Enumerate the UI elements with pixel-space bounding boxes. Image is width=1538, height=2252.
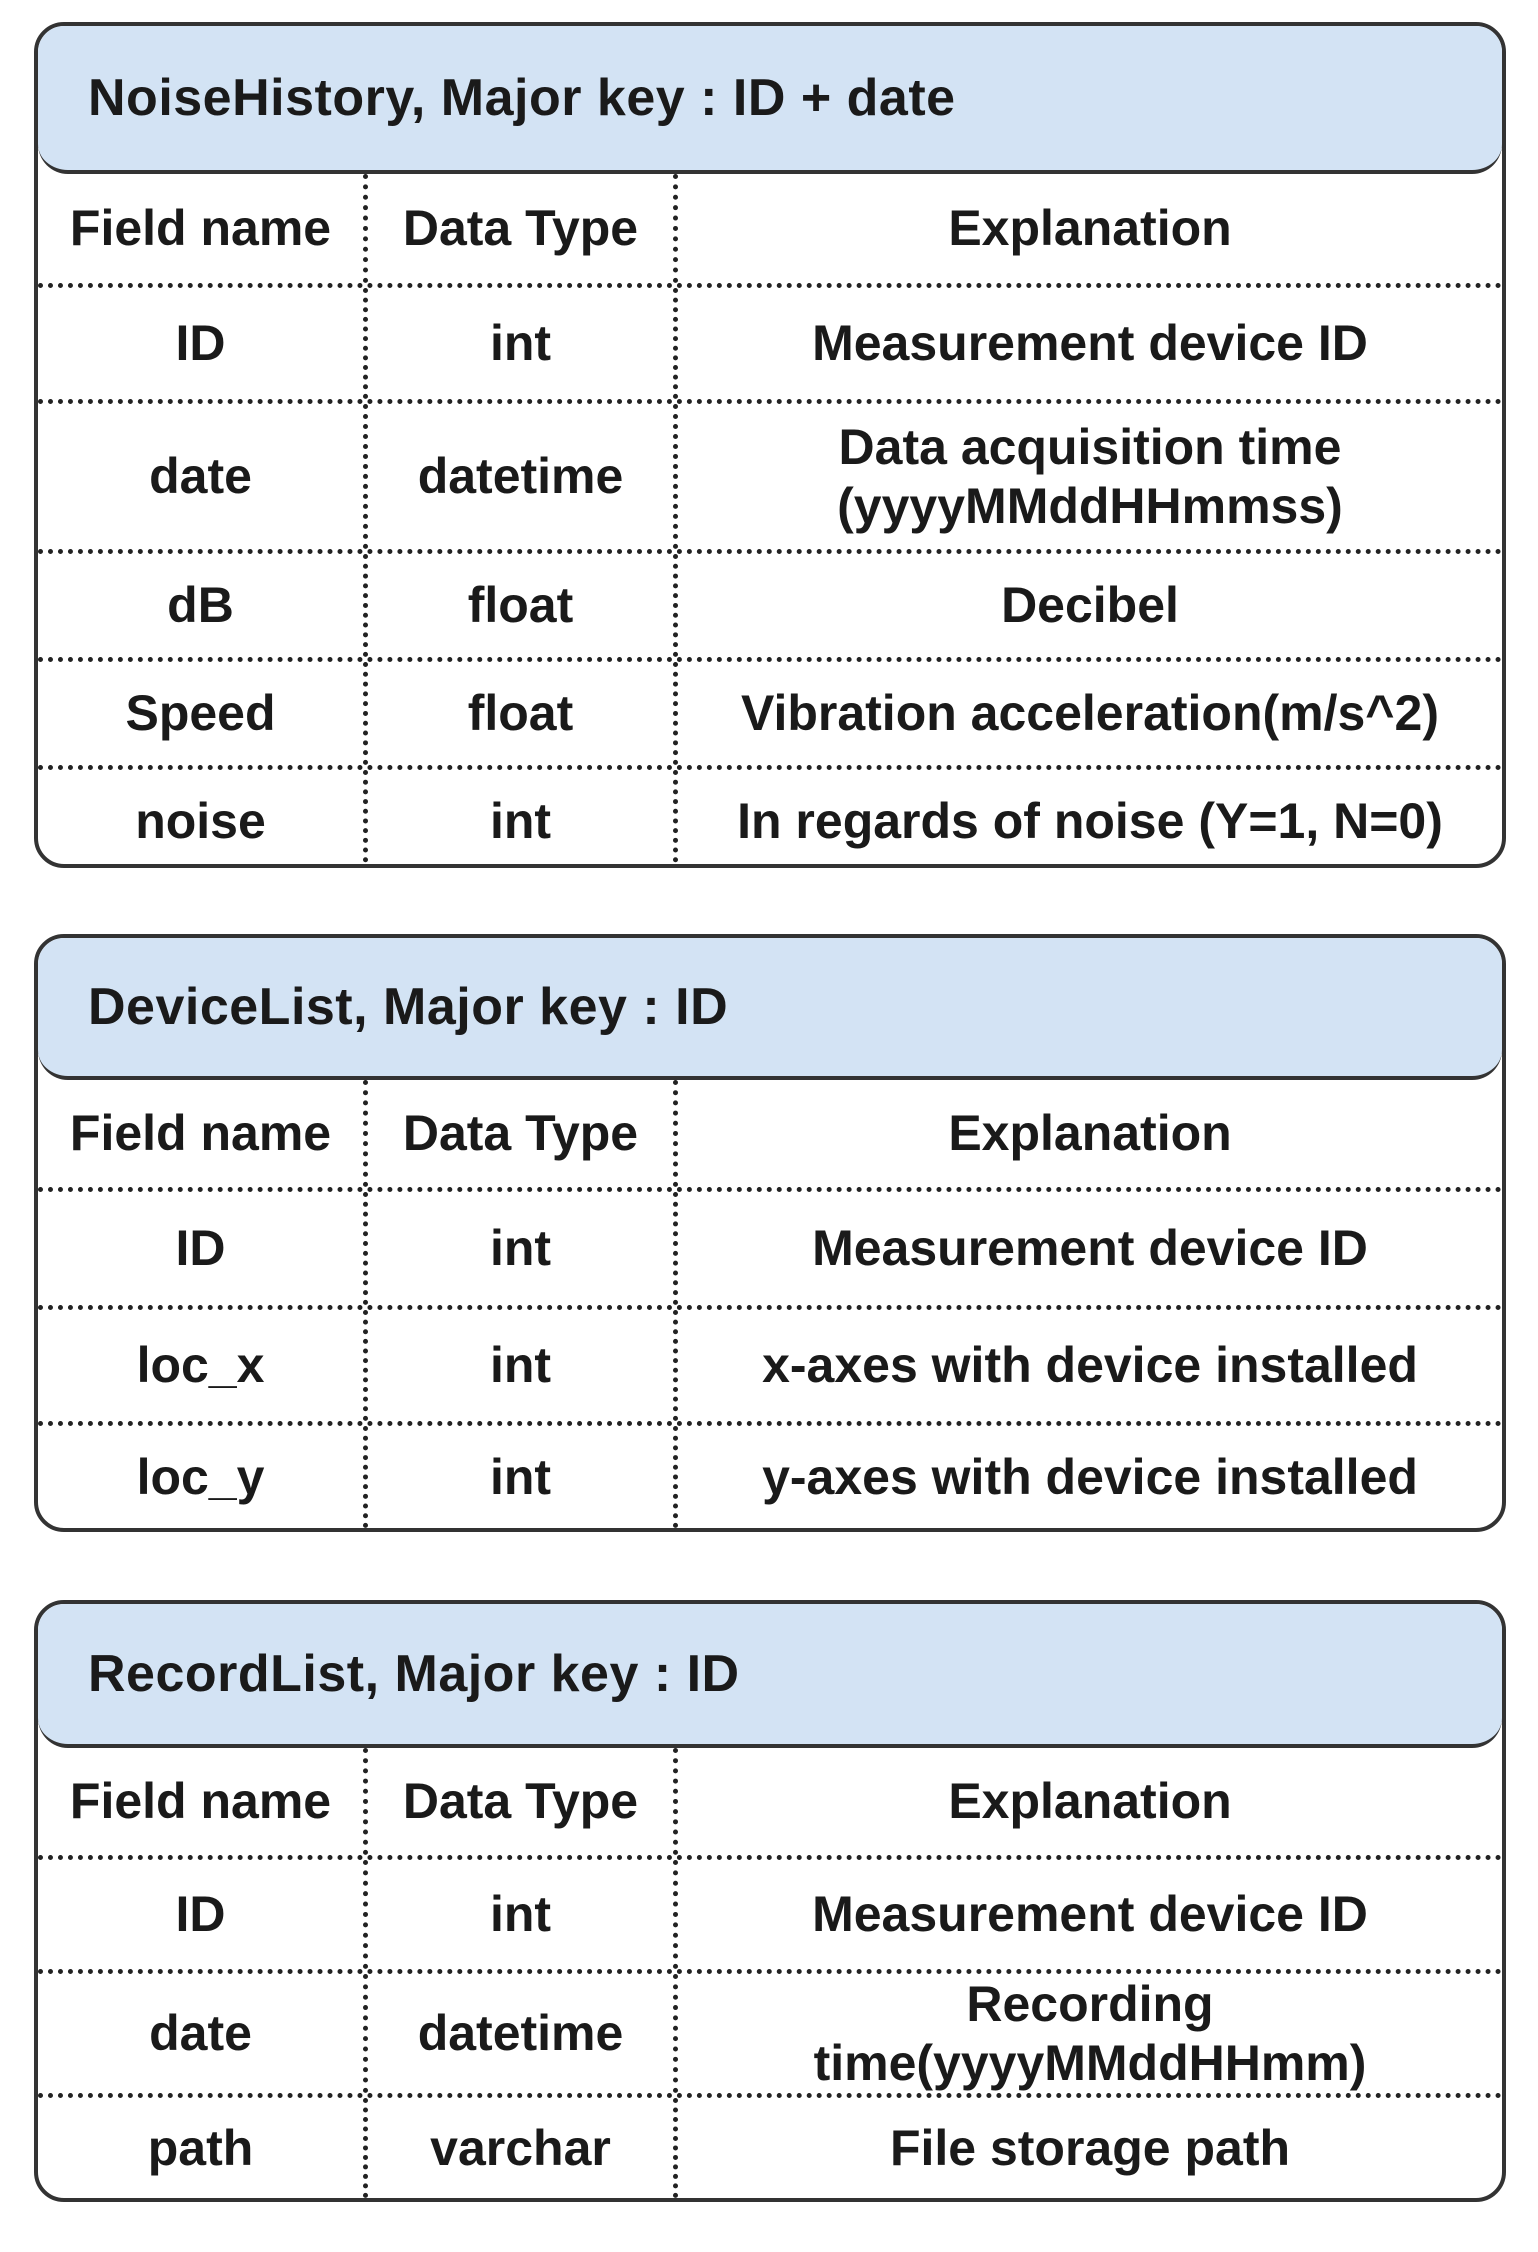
- header-explanation: Explanation: [948, 1773, 1232, 1829]
- data-type-cell: int: [368, 770, 678, 868]
- recordlist-table: [34, 1600, 1506, 2202]
- header-explanation: Explanation: [948, 1105, 1232, 1161]
- table-row: [38, 554, 1502, 662]
- data-type-cell: int: [368, 1426, 678, 1528]
- field-name-cell: ID: [38, 1860, 368, 1969]
- data-type-cell: int: [368, 1310, 678, 1421]
- header-row: [38, 1748, 1502, 1860]
- data-type-cell: int: [368, 288, 678, 399]
- field-name-cell: ID: [38, 1192, 368, 1305]
- explanation-cell: y-axes with device installed: [762, 1448, 1418, 1505]
- explanation-cell: Vibration acceleration(m/s^2): [741, 685, 1439, 741]
- data-type-cell: varchar: [368, 2098, 678, 2198]
- table-row: [38, 1310, 1502, 1426]
- field-name-cell: Speed: [38, 662, 368, 765]
- table-row: [38, 662, 1502, 770]
- field-name-cell: loc_y: [38, 1426, 368, 1528]
- table-row: [38, 1974, 1502, 2098]
- header-field-name: Field name: [38, 174, 368, 283]
- table-title: DeviceList, Major key : ID: [38, 938, 1502, 1080]
- data-type-cell: int: [368, 1860, 678, 1969]
- field-name-cell: date: [38, 1974, 368, 2093]
- header-field-name: Field name: [38, 1748, 368, 1855]
- field-name-cell: noise: [38, 770, 368, 868]
- header-data-type: Data Type: [368, 174, 678, 283]
- explanation-cell: x-axes with device installed: [762, 1337, 1418, 1393]
- explanation-cell: Data acquisition time (yyyyMMddHHmmss): [837, 418, 1343, 534]
- explanation-cell: Decibel: [1001, 577, 1179, 633]
- table-row: [38, 770, 1502, 868]
- noisehistory-table: [34, 22, 1506, 868]
- field-name-cell: path: [38, 2098, 368, 2198]
- explanation-cell: File storage path: [889, 2119, 1291, 2176]
- field-name-cell: loc_x: [38, 1310, 368, 1421]
- table-row: [38, 1426, 1502, 1528]
- header-data-type: Data Type: [368, 1748, 678, 1855]
- data-type-cell: float: [368, 554, 678, 657]
- data-type-cell: datetime: [368, 404, 678, 549]
- header-row: [38, 174, 1502, 288]
- data-type-cell: datetime: [368, 1974, 678, 2093]
- header-explanation: Explanation: [948, 200, 1232, 256]
- explanation-cell: Recording time(yyyyMMddHHmm): [813, 1975, 1367, 2091]
- data-type-cell: float: [368, 662, 678, 765]
- data-type-cell: int: [368, 1192, 678, 1305]
- table-title: NoiseHistory, Major key : ID + date: [38, 26, 1502, 174]
- header-data-type: Data Type: [368, 1080, 678, 1187]
- table-title: RecordList, Major key : ID: [38, 1604, 1502, 1748]
- devicelist-table: [34, 934, 1506, 1532]
- explanation-cell: In regards of noise (Y=1, N=0): [737, 792, 1443, 849]
- header-field-name: Field name: [38, 1080, 368, 1187]
- header-row: [38, 1080, 1502, 1192]
- field-name-cell: ID: [38, 288, 368, 399]
- field-name-cell: date: [38, 404, 368, 549]
- table-row: [38, 1860, 1502, 1974]
- table-row: [38, 1192, 1502, 1310]
- explanation-cell: Measurement device ID: [812, 1886, 1368, 1942]
- table-row: [38, 2098, 1502, 2198]
- table-row: [38, 288, 1502, 404]
- explanation-cell: Measurement device ID: [812, 315, 1368, 371]
- table-row: [38, 404, 1502, 554]
- explanation-cell: Measurement device ID: [812, 1220, 1368, 1276]
- field-name-cell: dB: [38, 554, 368, 657]
